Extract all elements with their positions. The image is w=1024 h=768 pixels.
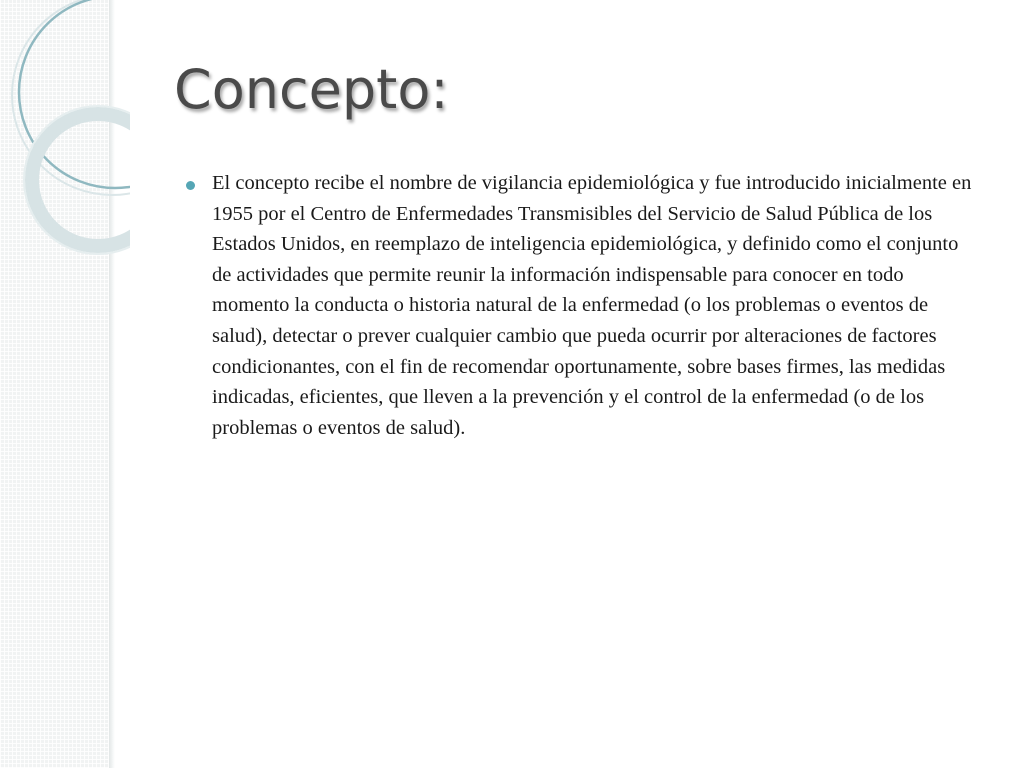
bullet-item — [186, 168, 976, 443]
bullet-dot-icon — [186, 181, 195, 190]
slide-title: Concepto: — [174, 58, 449, 121]
bullet-text: El concepto recibe el nombre de vigilancia epidemiológica y fue introducido inicialmente en 1955 por el Centro de Enfermedades Transmisibles del Servicio de Salud Pública de los Estados Unidos, en reemplazo de inteligencia epidemiológica, y definido como el conjunto de actividades que permite reunir la información indispensable para conocer en todo momento la conducta o historia natural de la enfermedad (o los problemas o eventos de salud), detectar o prever cualquier cambio que pueda ocurrir por alteraciones de factores condicionantes, con el fin de recomendar oportunamente, sobre bases firmes, las medidas indicadas, eficientes, que lleven a la prevención y el control de la enfermedad (o de los problemas o eventos de salud). — [212, 172, 972, 439]
decorative-rings-icon — [0, 0, 130, 260]
thick-ring — [32, 114, 130, 246]
slide-body — [186, 168, 976, 443]
